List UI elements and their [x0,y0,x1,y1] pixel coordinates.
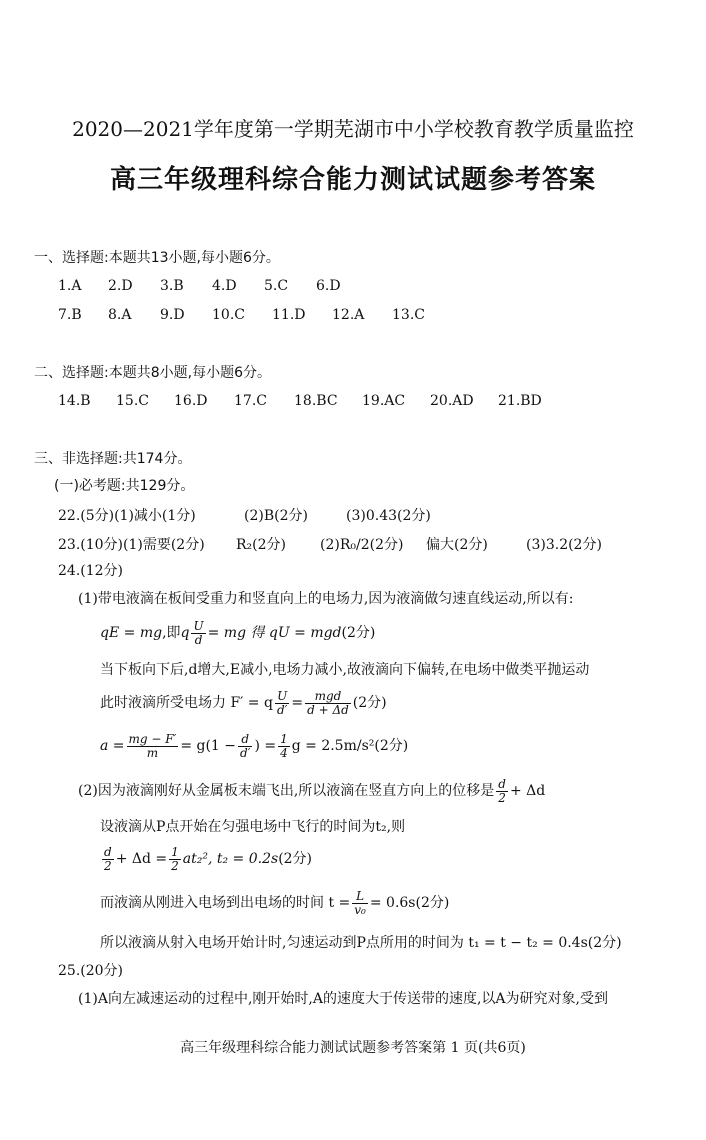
answer-9: 9.D [160,307,185,323]
section3-heading: 三、非选择题:共174分。 [34,451,192,467]
q24-eq5: 而液滴从刚进入电场到出电场的时间 t = $\frac{L}{\text{v₀}}$ = 0.6s(2分) [100,888,450,917]
q24-eq1: qE = mg,即q $\frac{U}{d}$ = mg 得 qU = mgd(2分) [100,618,376,647]
fraction: $\frac{mg - F'}{m}$ [128,731,177,760]
answer-14: 14.B [58,393,91,409]
answer-11: 11.D [272,307,306,323]
answer-5: 5.C [264,278,289,294]
fraction: $\frac{1}{2}$ [171,844,179,873]
q23-part1: 23.(10分)(1)需要(2分) [58,537,205,553]
answer-19: 19.AC [362,393,406,409]
q25-para1: (1)A向左减速运动的过程中,刚开始时,A的速度大于传送带的速度,以A为研究对象,受到 [78,991,608,1007]
q24-eq3: a = $\frac{mg - F'}{m}$ = g(1 − $\frac{d}{d'}$ ) = $\frac{1}{4}$ g = 2.5m/s²(2分) [100,731,409,760]
exam-subtitle: 2020—2021学年度第一学期芜湖市中小学校教育教学质量监控 [72,117,634,141]
q23-part5: (3)3.2(2分) [526,537,602,553]
fraction: $\frac{U}{d'}$ [276,688,288,717]
q22-part2: (2)B(2分) [244,508,308,524]
answer-13: 13.C [392,307,425,323]
q23-part4: 偏大(2分) [426,537,488,553]
answer-10: 10.C [212,307,245,323]
q22-part1: 22.(5分)(1)减小(1分) [58,508,196,524]
q24-title: 24.(12分) [58,563,124,579]
answer-17: 17.C [234,393,267,409]
fraction: $\frac{d}{2}$ [104,844,112,873]
answer-21: 21.BD [498,393,542,409]
q24-para5: 所以液滴从射入电场开始计时,匀速运动到P点所用的时间为 t₁ = t − t₂ = 0.4s(2分) [100,935,622,951]
q25-title: 25.(20分) [58,963,124,979]
section3-subheading: (一)必考题:共129分。 [54,478,195,494]
q24-para1: (1)带电液滴在板间受重力和竖直向上的电场力,因为液滴做匀速直线运动,所以有: [78,591,574,607]
answer-3: 3.B [160,278,184,294]
answer-7: 7.B [58,307,82,323]
answer-16: 16.D [174,393,208,409]
q24-para2: 当下板向下后,d增大,E减小,电场力减小,故液滴向下偏转,在电场中做类平抛运动 [100,662,590,678]
exam-title: 高三年级理科综合能力测试试题参考答案 [109,165,596,195]
answer-6: 6.D [316,278,341,294]
fraction: $\frac{U}{d}$ [193,618,204,647]
q23-part2: R₂(2分) [236,537,286,553]
q24-para4: 设液滴从P点开始在匀强电场中飞行的时间为t₂,则 [100,819,406,835]
fraction: $\frac{1}{4}$ [280,731,288,760]
fraction: $\frac{d}{d'}$ [240,731,251,760]
answer-15: 15.C [116,393,149,409]
fraction: $\frac{d}{2}$ [498,776,506,805]
q24-eq4: $\frac{d}{2}$ + Δd = $\frac{1}{2}$ at₂², t₂ = 0.2s(2分) [104,844,313,873]
answer-20: 20.AD [430,393,474,409]
answer-1: 1.A [58,278,82,294]
q22-part3: (3)0.43(2分) [346,508,431,524]
fraction: $\frac{L}{\text{v₀}}$ [354,888,366,917]
page-footer: 高三年级理科综合能力测试试题参考答案第 1 页(共6页) [180,1040,526,1056]
fraction: $\frac{\text{mgd}}{d + \Delta d}$ [307,688,349,717]
answer-18: 18.BC [294,393,338,409]
answer-4: 4.D [212,278,237,294]
q23-part3: (2)R₀/2(2分) [320,537,404,553]
answer-2: 2.D [108,278,133,294]
section2-heading: 二、选择题:本题共8小题,每小题6分。 [34,365,271,381]
q24-eq2: 此时液滴所受电场力 F′ = q $\frac{U}{d'}$ = $\frac{\text{mgd}}{d + \Delta d}$ (2分) [100,688,387,717]
answer-12: 12.A [332,307,365,323]
q24-para3: (2)因为液滴刚好从金属板末端飞出,所以液滴在竖直方向上的位移是 $\frac{d}{2}$ + Δd [78,776,546,805]
answer-8: 8.A [108,307,132,323]
section1-heading: 一、选择题:本题共13小题,每小题6分。 [34,250,280,266]
